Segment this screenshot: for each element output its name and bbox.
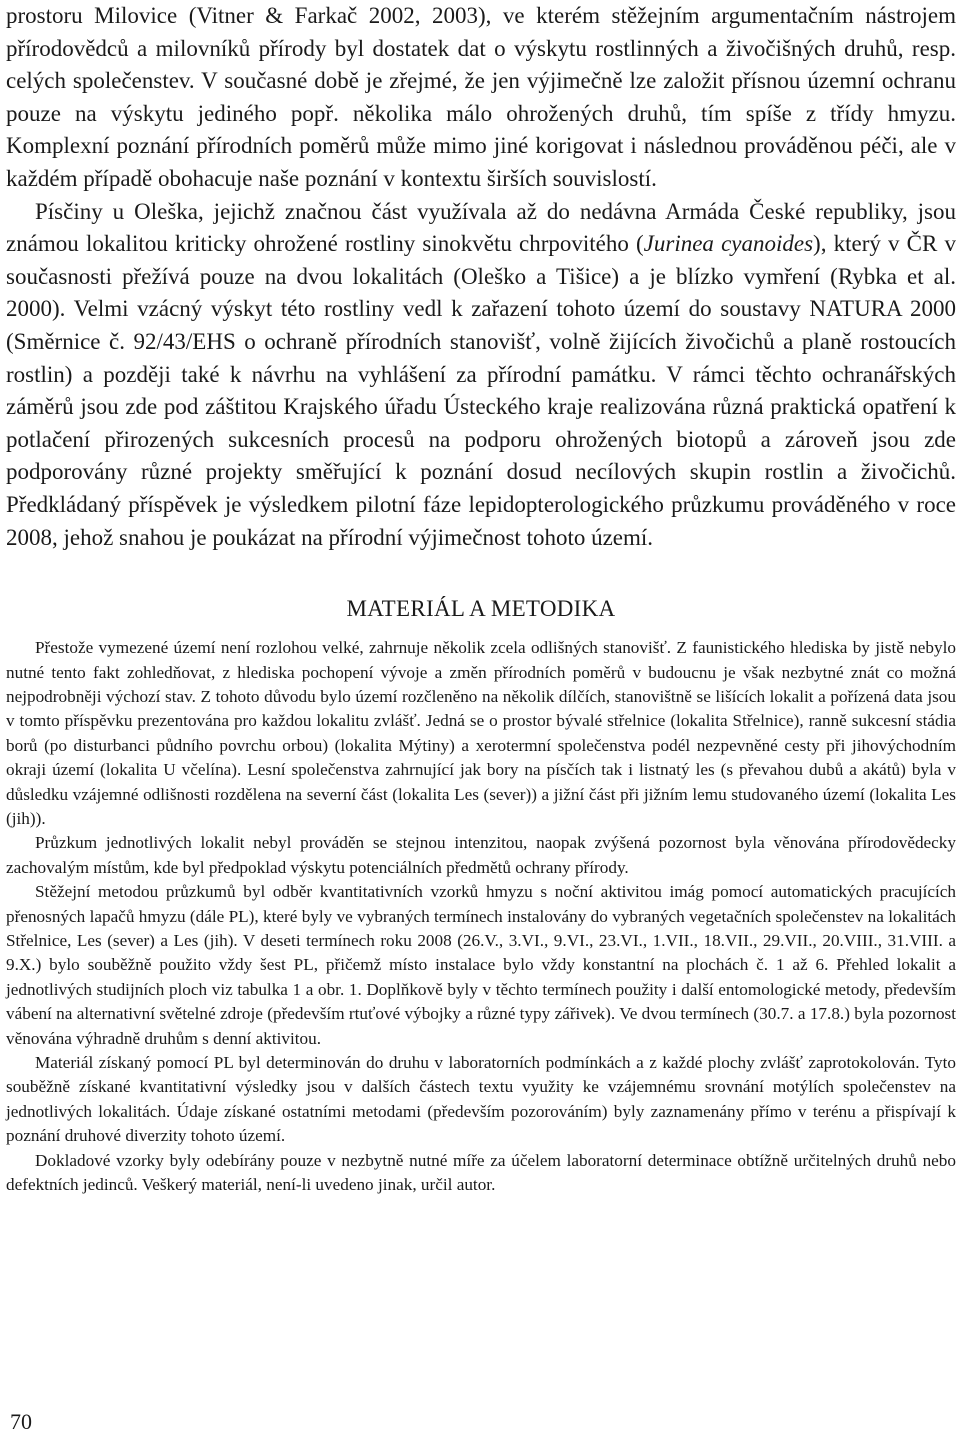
paragraph-oleško-text-1: Písčiny u Oleška, jejichž značnou část využívala až do nedávna Armáda České republiky, jsou známou lokalitou kriticky ohrožené rostliny sinokvětu chrpovitého ( [6, 198, 956, 257]
methods-paragraph-1: Přestože vymezené území není rozlohou velké, zahrnuje několik zcela odlišných stanovišť. Z faunistického hlediska by jistě nebylo nutné tento fakt zohledňovat, z hlediska pochopení vývoje a změn přírodních poměrů v budoucnu je však nezbytné znát co možná nejpodrobněji výchozí stav. Z tohoto důvodu bylo území rozčleněno na několik dílčích, stanovištně se lišících lokalit a pořízená data jsou v tomto příspěvku prezentována pro každou lokalitu zvlášť. Jedná se o prostor bývalé střelnice (lokalita Střelnice), ranně sukcesní stádia borů (po disturbanci půdního povrchu orbou) (lokalita Mýtiny) a xerotermní společenstva podél nezpevněné cesty při jihovýchodním okraji území (lokalita U včelína). Lesní společenstva zahrnující jak bory na písčích tak i listnatý les (s převahou dubů a akátů) byla v důsledku vzájemné odlišnosti rozdělena na severní část (lokalita Les (sever)) a jižní část při jižním lemu studovaného území (lokalita Les (jih)). [6, 638, 956, 828]
species-name-italic: Jurinea cyanoides [643, 231, 814, 257]
paragraph-oleško [6, 196, 956, 555]
methods-paragraph-2: Průzkum jednotlivých lokalit nebyl prováděn se stejnou intenzitou, naopak zvýšená pozornost byla věnována přírodovědecky zachovalým místům, kde byl předpoklad výskytu potenciálních předmětů ochrany přírody. [6, 833, 956, 877]
body-text-small [6, 636, 956, 1197]
paragraph-intro-continued: prostoru Milovice (Vitner & Farkač 2002, 2003), ve kterém stěžejním argumentačním nástrojem přírodovědců a milovníků přírody byl dostatek dat o výskytu rostlinných a živočišných druhů, resp. celých společenstev. V současné době je zřejmé, že jen výjimečně lze založit přísnou územní ochranu pouze na výskytu jediného popř. několika málo ohrožených druhů, tím spíše z třídy hmyzu. Komplexní poznání přírodních poměrů může mimo jiné korigovat i následnou prováděnou péči, ale v každém případě obohacuje naše poznání v kontextu širších souvislostí. [6, 3, 956, 191]
methods-paragraph-5: Dokladové vzorky byly odebírány pouze v nezbytně nutné míře za účelem laboratorní determinace obtížně určitelných druhů nebo defektních jedinců. Veškerý materiál, není-li uvedeno jinak, určil autor. [6, 1150, 956, 1195]
page-number: 70 [10, 1409, 32, 1434]
paragraph-oleško-text-2: ), který v ČR v současnosti přežívá pouze na dvou lokalitách (Oleško a Tišice) a je blízko vymření (Rybka et al. 2000). Velmi vzácný výskyt této rostliny vedl k zařazení tohoto území do soustavy NATURA 2000 (Směrnice č. 92/43/EHS o ochraně přírodních stanovišť, volně žijících živočichů a planě rostoucích rostlin) a později také k návrhu na vyhlášení za přírodní památku. V rámci těchto ochranářských záměrů jsou zde pod záštitou Krajského úřadu Ústeckého kraje realizována různá praktická opatření k potlačení přirozených sukcesních procesů na podporu ohrožených biotopů a zároveň jsou zde podporovány různé projekty směřující k poznání dosud necílových skupin rostlin a živočichů. Předkládaný příspěvek je výsledkem pilotní fáze lepidopterologického průzkumu prováděného v roce 2008, jehož snahou je poukázat na přírodní výjimečnost tohoto území. [6, 231, 956, 550]
body-text-large [6, 0, 956, 554]
section-heading: MATERIÁL A METODIKA [346, 596, 616, 622]
methods-paragraph-4: Materiál získaný pomocí PL byl determinován do druhu v laboratorních podmínkách a z každé plochy zvlášť zaprotokolován. Tyto souběžně získané kvantitativní výsledky jsou v dalších částech textu využity ke vzájemnému srovnání motýlích společenstev na jednotlivých lokalitách. Údaje získané ostatními metodami (především pozorováním) byly zaznamenány přímo v terénu a přispívají k poznání druhové diverzity tohoto území. [6, 1053, 956, 1146]
methods-paragraph-3: Stěžejní metodou průzkumů byl odběr kvantitativních vzorků hmyzu s noční aktivitou imág pomocí automatických pracujících přenosných lapačů hmyzu (dále PL), které byly ve vybraných termínech instalovány do vybraných vegetačních společenstev na lokalitách Střelnice, Les (sever) a Les (jih). V deseti termínech roku 2008 (26.V., 3.VI., 9.VI., 23.VI., 1.VII., 18.VII., 29.VII., 20.VIII., 31.VIII. a 9.X.) bylo souběžně použito vždy šest PL, přičemž místo instalace bylo vždy konstantní na plochách č. 1 až 6. Přehled lokalit a jednotlivých studijních ploch viz tabulka 1 a obr. 1. Doplňkově byly v těchto termínech použity i další entomologické metody, především vábení na alternativní světelné zdroje (především rtuťové výbojky a různé typy zářivek). Ve dvou termínech (30.7. a 17.8.) byla pozornost věnována výhradně druhům s denní aktivitou. [6, 882, 956, 1048]
page-content [6, 0, 956, 1197]
